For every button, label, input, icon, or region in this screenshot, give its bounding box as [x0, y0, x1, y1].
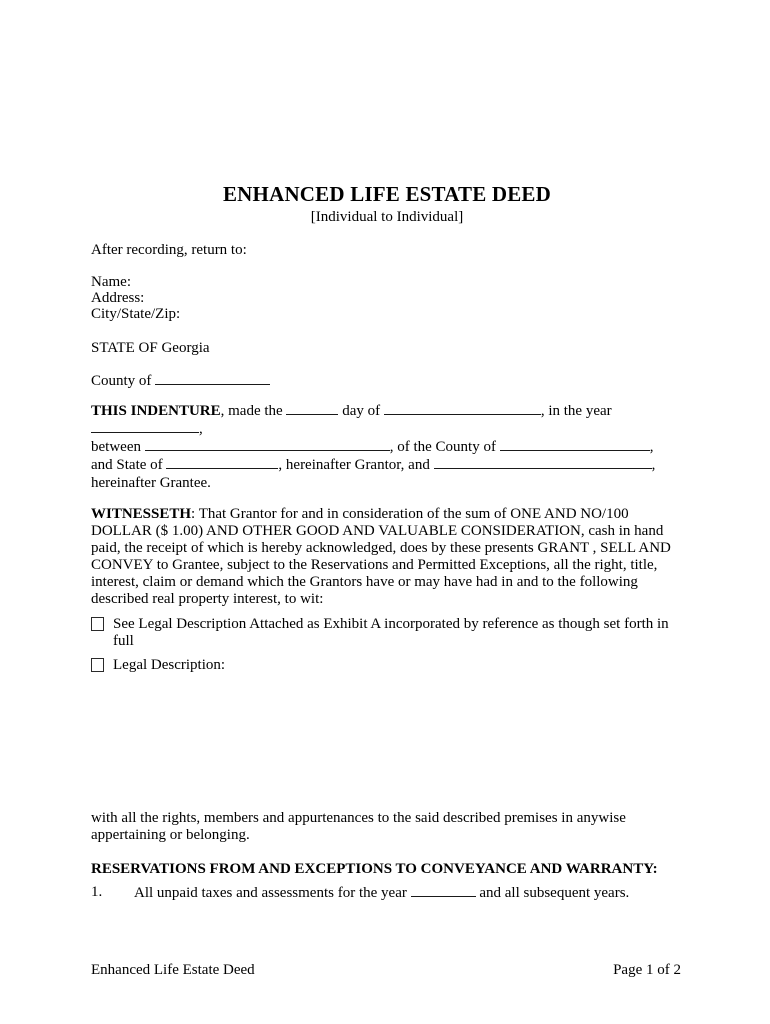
witnesseth-paragraph — [91, 506, 683, 608]
reservations-heading: RESERVATIONS FROM AND EXCEPTIONS TO CONVEYANCE AND WARRANTY: — [91, 861, 658, 877]
reservation-item-1 — [91, 884, 685, 902]
footer-page-number: Page 1 of 2 — [613, 962, 681, 978]
document-subtitle: [Individual to Individual] — [310, 209, 464, 225]
indenture-paragraph — [91, 402, 683, 492]
text-run: day of — [338, 403, 384, 419]
text-run: , in the year — [540, 403, 612, 419]
page-footer — [91, 962, 681, 979]
blank-fill-line[interactable] — [145, 438, 390, 451]
legal-description-row — [91, 657, 683, 674]
appurtenances-paragraph: with all the rights, members and appurtenances to the said described premises in anywise appertaining or belonging. — [91, 810, 626, 843]
text-run: , of the County of — [389, 439, 500, 455]
legal-description-label: Legal Description: — [113, 657, 226, 673]
address-label: Address: — [91, 290, 145, 306]
text-run: , hereinafter Grantor, and — [278, 457, 434, 473]
blank-fill-line[interactable] — [384, 402, 541, 415]
text-run: , made the — [220, 403, 287, 419]
county-line — [91, 372, 683, 390]
text-run: All unpaid taxes and assessments for the year — [134, 885, 411, 901]
reservation-item-text — [134, 884, 629, 902]
footer-document-name: Enhanced Life Estate Deed — [91, 962, 255, 978]
reservation-item-number: 1. — [91, 884, 103, 900]
indenture-line-3 — [91, 456, 683, 474]
witnesseth-lead: WITNESSETH — [91, 506, 192, 522]
witnesseth-body: : That Grantor for and in consideration of the sum of ONE AND NO/100 DOLLAR ($ 1.00) AND OTHER GOOD AND VALUABLE CONSIDERATION, cash in hand paid, the receipt of which is hereby acknowledged, does by these presents GRANT , SELL AND CONVEY to Grantee, subject to the Reservations and Permitted Exceptions, all the right, title, interest, claim or demand which the Grantors have or may have had in and to the following described real property interest, to wit: — [91, 506, 671, 607]
exhibit-a-row — [91, 616, 683, 650]
state-line: STATE OF Georgia — [91, 340, 210, 356]
return-address-block — [91, 274, 683, 322]
blank-fill-line[interactable] — [500, 438, 650, 451]
text-run: , — [199, 421, 203, 437]
bottom-section — [91, 810, 685, 902]
document-body — [91, 0, 683, 674]
text-run: hereinafter Grantee. — [91, 475, 211, 491]
after-recording-heading: After recording, return to: — [91, 242, 247, 258]
exhibit-a-label: See Legal Description Attached as Exhibit A incorporated by reference as though set forth in full — [113, 616, 669, 649]
text-run: and State of — [91, 457, 167, 473]
text-run: between — [91, 439, 145, 455]
blank-fill-line[interactable] — [155, 372, 270, 385]
blank-fill-line[interactable] — [411, 884, 476, 897]
indenture-line-1 — [91, 402, 683, 438]
bold-text: THIS INDENTURE — [91, 403, 221, 419]
indenture-line-2 — [91, 438, 683, 456]
document-title: ENHANCED LIFE ESTATE DEED — [222, 182, 552, 206]
blank-fill-line[interactable] — [286, 402, 338, 415]
text-run: and all subsequent years. — [475, 885, 630, 901]
city-state-zip-label: City/State/Zip: — [91, 306, 181, 322]
text-run: , — [651, 457, 656, 473]
blank-fill-line[interactable] — [166, 456, 278, 469]
text-run: County of — [91, 373, 156, 389]
exhibit-a-checkbox[interactable] — [91, 617, 104, 631]
blank-fill-line[interactable] — [434, 456, 652, 469]
name-label: Name: — [91, 274, 131, 290]
text-run: , — [649, 439, 654, 455]
legal-description-checkbox[interactable] — [91, 658, 104, 672]
indenture-line-4 — [91, 474, 683, 492]
blank-fill-line[interactable] — [91, 420, 199, 433]
